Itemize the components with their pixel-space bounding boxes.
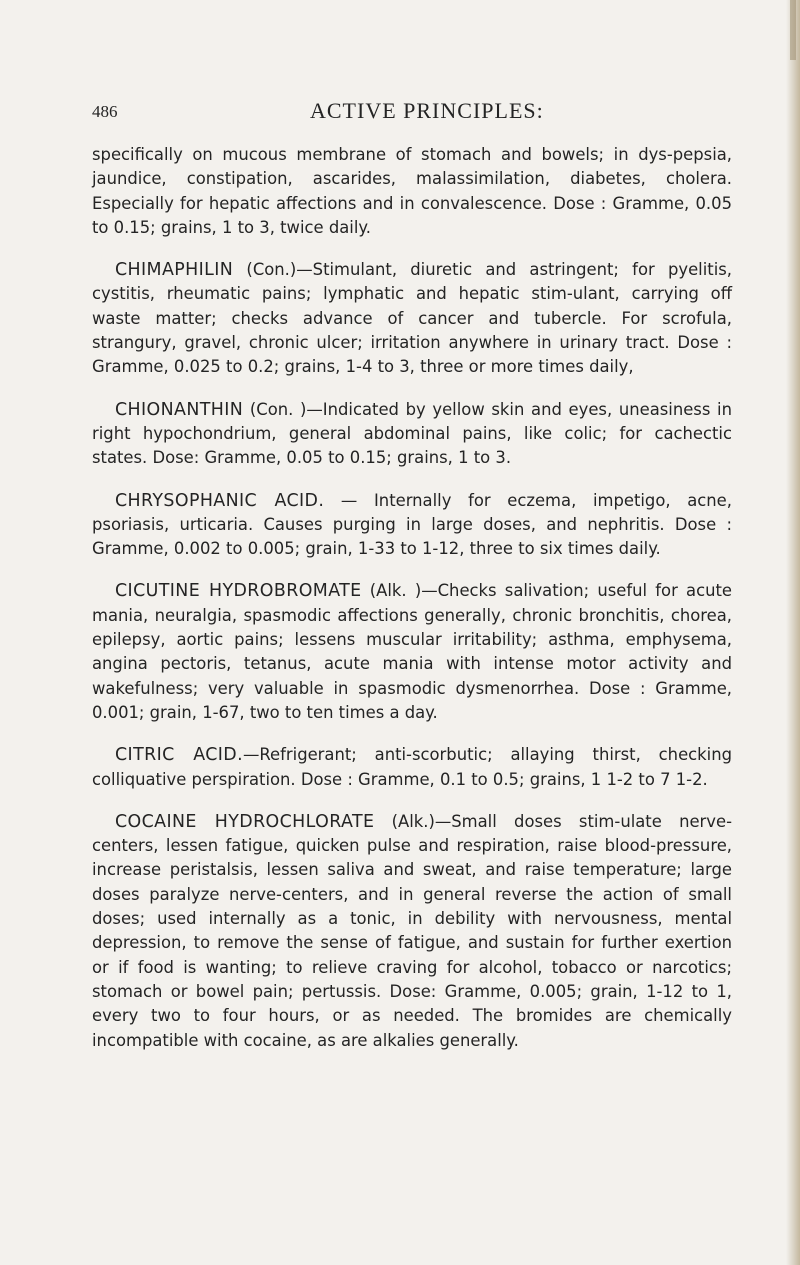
entry-heading: CHIONANTHIN xyxy=(115,399,244,420)
entry-chimaphilin xyxy=(92,258,732,379)
paragraph-text: specifically on mucous membrane of stomach and bowels; in dys-pepsia, jaundice, constipation, ascarides, malassimilation, diabetes, cholera. Especially for hepatic affections and in convalescence. Dose : Gramme, 0.05 to 0.15; grains, 1 to 3, twice daily. xyxy=(92,145,732,237)
entry-cocaine-hydrochlorate xyxy=(92,810,732,1053)
entry-citric-acid xyxy=(92,743,732,792)
entry-text: (Con. )—Indicated by yellow skin and eyes, uneasiness in right hypochondrium, general abdominal pains, like colic; for cachectic states. Dose: Gramme, 0.05 to 0.15; grains, 1 to 3. xyxy=(92,399,732,468)
running-head xyxy=(92,98,732,128)
body-text xyxy=(92,143,732,1071)
entry-heading: CHIMAPHILIN xyxy=(115,260,234,281)
entry-text: — Internally for eczema, impetigo, acne, psoriasis, urticaria. Causes purging in large doses, and nephritis. Dose : Gramme, 0.002 to 0.005; grain, 1-33 to 1-12, three to six times daily. xyxy=(92,490,732,559)
page-number: 486 xyxy=(92,102,118,121)
entry-chrysophanic-acid xyxy=(92,489,732,562)
entry-heading: CITRIC ACID. xyxy=(115,745,243,766)
running-title: ACTIVE PRINCIPLES: xyxy=(310,98,544,123)
entry-text: —Refrigerant; anti-scorbutic; allaying thirst, checking colliquative perspiration. Dose : Gramme, 0.1 to 0.5; grains, 1 1-2 to 7 1-2. xyxy=(92,745,732,789)
entry-heading: CICUTINE HYDROBROMATE xyxy=(115,581,362,602)
entry-chionanthin xyxy=(92,398,732,471)
entry-text: (Alk.)—Small doses stim-ulate nerve-centers, lessen fatigue, quicken pulse and respiration, raise blood-pressure, increase peristalsis, lessen saliva and sweat, and raise temperature; large doses paralyze nerve-centers, and in general reverse the action of small doses; used internally as a tonic, in debility with nervousness, mental depression, to remove the sense of fatigue, and sustain for further exertion or if food is wanting; to relieve craving for alcohol, tobacco or narcotics; stomach or bowel pain; pertussis. Dose: Gramme, 0.005; grain, 1-12 to 1, every two to four hours, or as needed. The bromides are chemically incompatible with cocaine, as are alkalies generally. xyxy=(92,811,732,1050)
page-edge-shadow xyxy=(786,0,800,1265)
entry-text: (Con.)—Stimulant, diuretic and astringent; for pyelitis, cystitis, rheumatic pains; lymphatic and hepatic stim-ulant, carrying off waste matter; checks advance of cancer and tubercle. For scrofula, strangury, gravel, chronic ulcer; irritation anywhere in urinary tract. Dose : Gramme, 0.025 to 0.2; grains, 1-4 to 3, three or more times daily, xyxy=(92,260,732,377)
entry-text: (Alk. )—Checks salivation; useful for acute mania, neuralgia, spasmodic affections generally, chronic bronchitis, chorea, epilepsy, aortic pains; lessens muscular irritability; asthma, emphysema, angina pectoris, tetanus, acute mania with intense motor activity and wakefulness; very valuable in spasmodic dysmenorrhea. Dose : Gramme, 0.001; grain, 1-67, two to ten times a day. xyxy=(92,581,732,722)
entry-cicutine-hydrobromate xyxy=(92,579,732,725)
entry-heading: COCAINE HYDROCHLORATE xyxy=(115,811,375,832)
page-edge-mark xyxy=(790,0,796,60)
entry-heading: CHRYSOPHANIC ACID. xyxy=(115,490,325,511)
paragraph-continued xyxy=(92,143,732,240)
